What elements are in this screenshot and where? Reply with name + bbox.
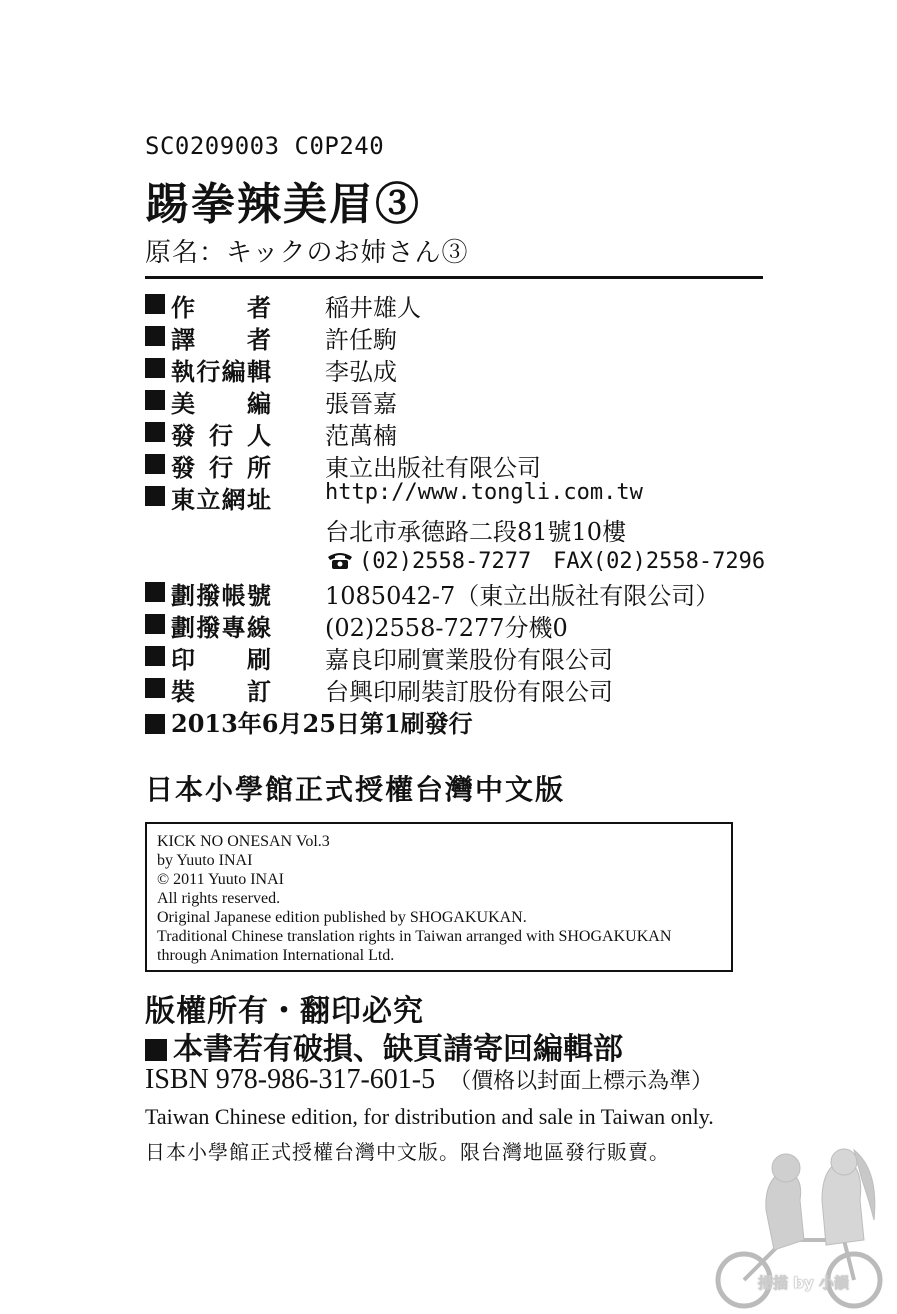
credit-row — [145, 672, 785, 704]
credit-label-char: 撥 — [196, 613, 221, 642]
credit-label-char: 印 — [171, 645, 195, 674]
address-row — [145, 512, 785, 544]
original-title: 原名：キックのお姉さん③ — [145, 238, 469, 268]
bullet — [145, 678, 165, 698]
credit-label-char: 線 — [246, 613, 271, 642]
bullet — [145, 294, 165, 314]
credit-label-char: 撥 — [196, 581, 221, 610]
bullet — [145, 646, 165, 666]
credit-label-char: 者 — [247, 293, 271, 322]
credit-label — [171, 608, 271, 643]
credit-label — [171, 672, 271, 707]
credit-value: 李弘成 — [325, 358, 397, 386]
rights-line: through Animation International Ltd. — [157, 947, 395, 964]
rights-line: KICK NO ONESAN Vol.3 — [157, 833, 330, 850]
credit-row — [145, 608, 785, 640]
rights-line: © 2011 Yuuto INAI — [157, 871, 284, 888]
credit-label-char: 編 — [221, 357, 246, 386]
damage-notice — [145, 1024, 623, 1068]
credit-label-char: 美 — [171, 389, 195, 418]
credit-value: 1085042-7（東立出版社有限公司） — [325, 582, 720, 610]
credit-label-char: 址 — [246, 485, 271, 514]
credit-label-char: 所 — [247, 453, 271, 482]
credit-label-char: 譯 — [171, 325, 195, 354]
credit-value: 張晉嘉 — [325, 390, 397, 418]
credit-value: http://www.tongli.com.tw — [325, 480, 643, 505]
credit-label-char: 網 — [221, 485, 246, 514]
bullet — [145, 358, 165, 378]
credit-label-char: 行 — [209, 421, 233, 450]
credit-row — [145, 448, 785, 480]
credit-label — [171, 448, 271, 483]
credit-value: 許任駒 — [325, 326, 397, 354]
credit-row — [145, 384, 785, 416]
watermark-text: 掃描 by 小韻 — [758, 1274, 849, 1292]
phone-value — [325, 544, 765, 575]
credit-label-char: 專 — [221, 613, 246, 642]
credit-label-char: 劃 — [171, 613, 195, 642]
telephone-icon — [325, 549, 355, 571]
credit-label — [171, 384, 271, 419]
isbn-line — [145, 1064, 713, 1096]
credit-label-char: 作 — [171, 293, 195, 322]
credit-label-char: 編 — [247, 389, 271, 418]
bullet — [145, 454, 165, 474]
rights-line: by Yuuto INAI — [157, 852, 253, 869]
rights-line: All rights reserved. — [157, 890, 281, 907]
credit-row — [145, 640, 785, 672]
credit-label-char: 刷 — [247, 645, 271, 674]
credit-label — [171, 352, 271, 387]
divider-rule — [145, 276, 763, 279]
phone-text: (02)2558-7277 FAX(02)2558-7296 — [359, 549, 766, 574]
credit-label-char: 行 — [209, 453, 233, 482]
credit-value: (02)2558-7277分機0 — [325, 614, 568, 642]
credit-label-char: 輯 — [246, 357, 271, 386]
credit-label — [171, 416, 271, 451]
credit-value: 東立出版社有限公司 — [325, 454, 541, 482]
phone-row — [145, 544, 785, 576]
copyright-line: 版權所有・翻印必究 — [145, 994, 424, 1029]
rights-box — [145, 822, 733, 972]
credit-label-char: 訂 — [247, 677, 271, 706]
bullet — [145, 1039, 167, 1061]
credit-label-char: 劃 — [171, 581, 195, 610]
credit-row — [145, 480, 785, 512]
credit-value: 嘉良印刷實業股份有限公司 — [325, 646, 613, 674]
price-note: （價格以封面上標示為準） — [449, 1069, 714, 1094]
credit-value: 稲井雄人 — [325, 294, 421, 322]
credit-label-char: 行 — [196, 357, 221, 386]
credit-label-char: 執 — [171, 357, 195, 386]
print-date — [145, 704, 473, 739]
damage-notice-text: 本書若有破損、缺頁請寄回編輯部 — [173, 1032, 623, 1067]
book-title: 踢拳辣美眉③ — [145, 179, 421, 230]
chinese-distribution-note: 日本小學館正式授權台灣中文版。限台灣地區發行販賣。 — [145, 1140, 670, 1164]
credit-row — [145, 288, 785, 320]
credit-label-char: 號 — [246, 581, 271, 610]
credit-label-char: 東 — [171, 485, 195, 514]
bullet — [145, 614, 165, 634]
credit-label-char: 發 — [171, 421, 195, 450]
bullet — [145, 582, 165, 602]
credit-label-char: 裝 — [171, 677, 195, 706]
bullet — [145, 326, 165, 346]
bullet — [145, 714, 165, 734]
credit-label — [171, 288, 271, 323]
product-code: SC0209003 C0P240 — [145, 132, 385, 160]
print-date-text: 2013年6月25日第1刷發行 — [171, 709, 473, 738]
bullet — [145, 390, 165, 410]
address-text: 台北市承德路二段81號10樓 — [325, 518, 627, 546]
credit-value: 范萬楠 — [325, 422, 397, 450]
credit-row — [145, 352, 785, 384]
english-distribution-note: Taiwan Chinese edition, for distribution and sale in Taiwan only. — [145, 1104, 714, 1129]
bullet — [145, 422, 165, 442]
credit-label — [171, 576, 271, 611]
rights-line: Original Japanese edition published by SHOGAKUKAN. — [157, 909, 527, 926]
credit-label-char: 人 — [247, 421, 271, 450]
credit-label — [171, 320, 271, 355]
credit-label — [171, 480, 271, 515]
credit-label — [171, 640, 271, 675]
credit-row — [145, 320, 785, 352]
credit-label-char: 者 — [247, 325, 271, 354]
rights-line: Traditional Chinese translation rights in Taiwan arranged with SHOGAKUKAN — [157, 928, 672, 945]
credit-label-char: 發 — [171, 453, 195, 482]
credit-row — [145, 576, 785, 608]
isbn-number: ISBN 978-986-317-601-5 — [145, 1064, 436, 1095]
credit-row — [145, 416, 785, 448]
credit-value: 台興印刷裝訂股份有限公司 — [325, 678, 613, 706]
license-note: 日本小學館正式授權台灣中文版 — [145, 773, 566, 806]
credit-label-char: 立 — [196, 485, 221, 514]
bullet — [145, 486, 165, 506]
credit-label-char: 帳 — [221, 581, 246, 610]
